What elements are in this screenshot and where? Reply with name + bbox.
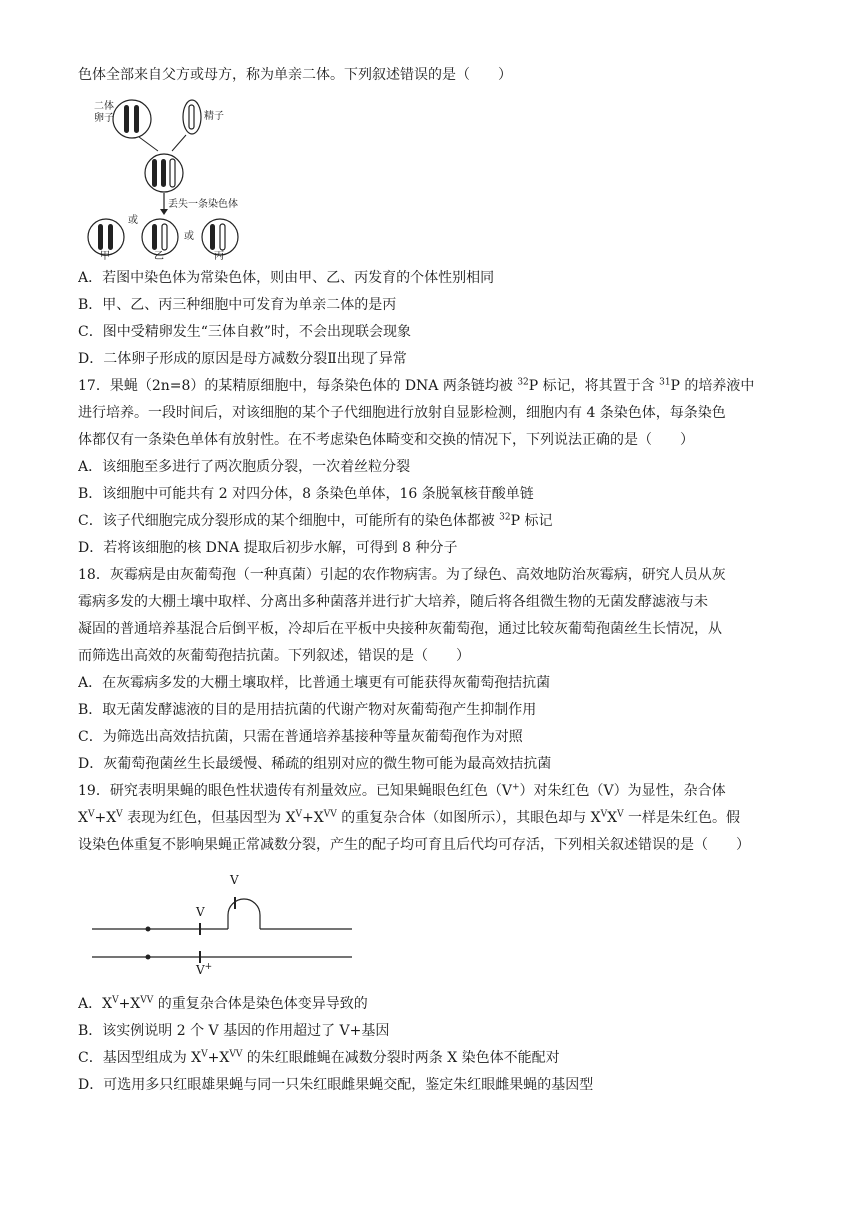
cell-jia-label: 甲 [100,251,110,262]
q19-stem-line1: 19．研究表明果蝇的眼色性状遗传有剂量效应。已知果蝇眼色红色（V+）对朱红色（V）为显性，杂合体 [78,782,726,799]
q18-option-c: C．为筛选出高效拮抗菌，只需在普通培养基接种等量灰葡萄孢作为对照 [78,729,523,745]
q18-option-a: A．在灰霉病多发的大棚土壤取样，比普通土壤更有可能获得灰葡萄孢拮抗菌 [78,675,551,691]
egg-label: 二体 卵子 [94,101,114,124]
q19-stem-line3: 设染色体重复不影响果蝇正常减数分裂，产生的配子均可育且后代均可存活，下列相关叙述错误的是（ ） [78,837,750,853]
q19-option-d: D．可选用多只红眼雄果蝇与同一只朱红眼雌果蝇交配，鉴定朱红眼雌果蝇的基因型 [78,1077,594,1093]
q16-option-c: C．图中受精卵发生“三体自救”时，不会出现联会现象 [78,324,412,340]
q17-stem-line1: 17．果蝇（2n=8）的某精原细胞中，每条染色体的 DNA 两条链均被 $^{32}$P 标记，将其置于含 $^{31}$P 的培养液中 [78,377,755,394]
q17-option-a: A．该细胞至多进行了两次胞质分裂，一次着丝粒分裂 [78,459,411,475]
q17-stem-line3: 体都仅有一条染色单体有放射性。在不考虑染色体畸变和交换的情况下，下列说法正确的是（ ） [78,432,694,448]
q19-option-b: B．该实例说明 2 个 V 基因的作用超过了 V+基因 [78,1023,390,1039]
q17-option-c: C．该子代细胞完成分裂形成的某个细胞中，可能所有的染色体都被 $^{32}$P 标记 [78,512,553,529]
q18-stem-line3: 凝固的普通培养基混合后倒平板，冷却后在平板中央接种灰葡萄孢，通过比较灰葡萄孢菌丝生长情况，从 [78,621,722,637]
gene-v-plus-label: V+ [196,962,213,977]
or-label-2: 或 [184,231,194,242]
q16-figure [84,99,284,261]
q17-option-d: D．若将该细胞的核 DNA 提取后初步水解，可得到 8 种分子 [78,540,458,556]
q18-option-d: D．灰葡萄孢菌丝生长最缓慢、稀疏的组别对应的微生物可能为最高效拮抗菌 [78,756,552,772]
chromosome-duplication-diagram [68,871,388,981]
exam-page [78,62,788,1099]
q16-option-b: B．甲、乙、丙三种细胞中可发育为单亲二体的是丙 [78,297,397,313]
q16-stem: 色体全部来自父方或母方，称为单亲二体。下列叙述错误的是（ ） [78,67,512,83]
cell-bing-label: 丙 [214,251,224,262]
q18-stem-line2: 霉病多发的大棚土壤中取样、分离出多种菌落并进行扩大培养，随后将各组微生物的无菌发酵滤液与未 [78,594,708,610]
q17-option-b: B．该细胞中可能共有 2 对四分体，8 条染色单体，16 条脱氧核苷酸单链 [78,486,534,502]
q18-stem-line1: 18．灰霉病是由灰葡萄孢（一种真菌）引起的农作物病害。为了绿色、高效地防治灰霉病，研究人员从灰 [78,567,726,583]
loss-label: 丢失一条染色体 [168,199,238,210]
gene-v-duplicate-label: V [230,873,239,887]
q19-option-a: A．$X^V+X^{VV}$ 的重复杂合体是染色体变异导致的 [78,995,368,1012]
q19-stem-line2: $X^V+X^V$ 表现为红色，但基因型为 $X^V+X^{VV}$ 的重复杂合体（如图所示），其眼色却与 $X^VX^V$ 一样是朱红色。假 [78,809,741,826]
q16-option-d: D．二体卵子形成的原因是母方减数分裂Ⅱ出现了异常 [78,351,407,367]
cell-yi-label: 乙 [154,251,164,262]
q18-stem-line4: 而筛选出高效的灰葡萄孢拮抗菌。下列叙述，错误的是（ ） [78,648,470,664]
sperm-label: 精子 [204,111,224,122]
q19-figure [68,871,388,981]
q18-option-b: B．取无菌发酵滤液的目的是用拮抗菌的代谢产物对灰葡萄孢产生抑制作用 [78,702,537,718]
q17-stem-line2: 进行培养。一段时间后，对该细胞的某个子代细胞进行放射自显影检测，细胞内有 4 条染色体，每条染色 [78,405,726,421]
gene-v-label: V [196,905,205,919]
q19-option-c: C．基因型组成为 $X^V+X^{VV}$ 的朱红眼雌蝇在减数分裂时两条 X 染色体不能配对 [78,1049,560,1066]
or-label-1: 或 [128,215,138,226]
q16-option-a: A．若图中染色体为常染色体，则由甲、乙、丙发育的个体性别相同 [78,270,495,286]
